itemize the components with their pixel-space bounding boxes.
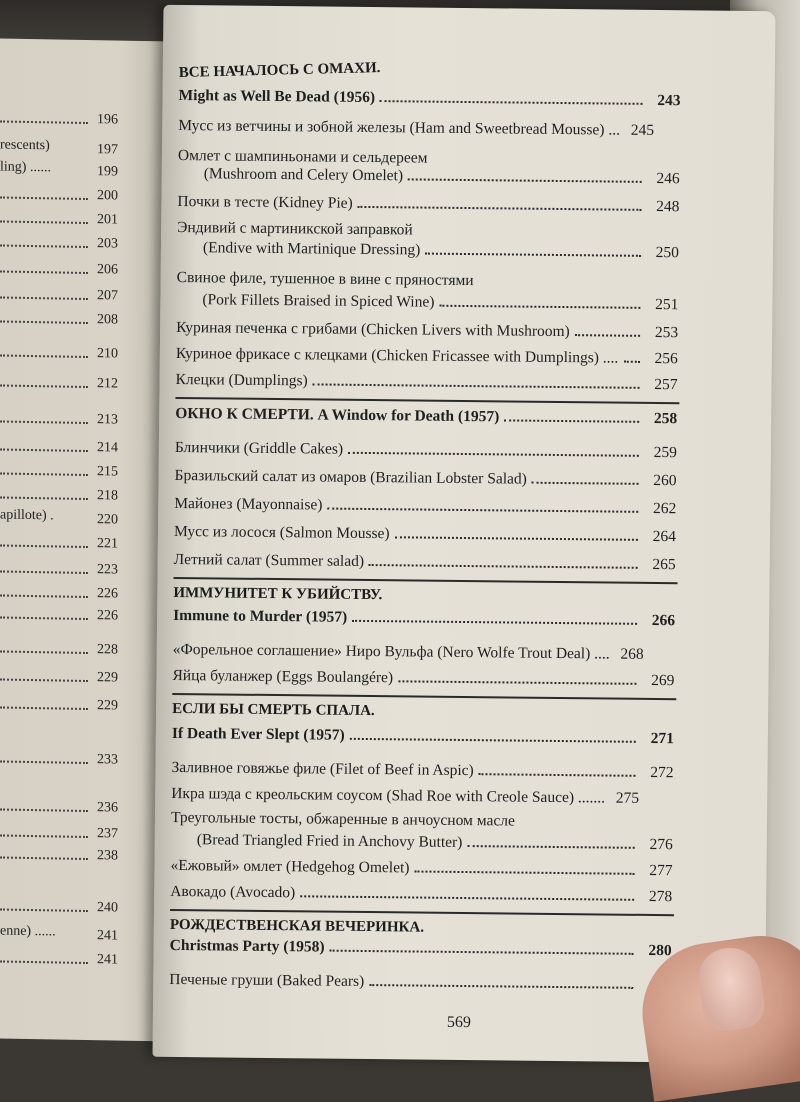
left-toc-line[interactable] bbox=[0, 508, 118, 528]
left-toc-line[interactable] bbox=[0, 484, 118, 504]
entry-page: 258 bbox=[653, 409, 678, 428]
dot-leader bbox=[0, 448, 88, 452]
entry-page: 265 bbox=[652, 555, 676, 574]
dot-leader bbox=[575, 334, 640, 337]
left-toc-line[interactable] bbox=[0, 408, 118, 428]
dot-leader bbox=[0, 908, 88, 912]
toc-entry[interactable] bbox=[172, 661, 674, 690]
dot-leader bbox=[0, 544, 88, 548]
left-toc-line[interactable] bbox=[0, 796, 118, 816]
left-toc-line[interactable] bbox=[0, 372, 118, 392]
dot-leader bbox=[313, 383, 640, 388]
dot-leader bbox=[352, 620, 637, 625]
section-divider bbox=[172, 693, 676, 700]
entry-page: 266 bbox=[651, 611, 676, 630]
left-entry-page: 207 bbox=[97, 288, 118, 304]
left-entry-page: 233 bbox=[97, 752, 118, 768]
left-entry-page: 229 bbox=[97, 698, 118, 714]
section-heading: РОЖДЕСТВЕНСКАЯ ВЕЧЕРИНКА. bbox=[169, 916, 425, 936]
left-toc-line[interactable] bbox=[0, 342, 118, 362]
toc-entry[interactable] bbox=[174, 489, 676, 518]
dot-leader bbox=[327, 508, 638, 513]
left-toc-line[interactable] bbox=[0, 138, 118, 158]
entry-page: 277 bbox=[649, 861, 673, 880]
entry-title: (Pork Fillets Braised in Spiced Wine) bbox=[202, 291, 435, 311]
toc-entry[interactable] bbox=[171, 779, 673, 808]
entry-page: 276 bbox=[649, 835, 673, 854]
left-entry-page: 241 bbox=[97, 928, 118, 944]
dot-leader bbox=[0, 706, 88, 710]
section-divider bbox=[174, 577, 678, 584]
left-entry-page: 226 bbox=[97, 586, 118, 602]
entry-page: 264 bbox=[652, 527, 677, 546]
toc-entry[interactable] bbox=[176, 313, 678, 342]
toc-entry-heading[interactable] bbox=[172, 719, 674, 748]
toc-entry[interactable] bbox=[177, 187, 679, 216]
entry-title: Might as Well Be Dead (1956) bbox=[178, 86, 376, 107]
entry-page: 248 bbox=[656, 197, 680, 216]
entry-page: 259 bbox=[653, 443, 677, 462]
entry-title: Christmas Party (1958) bbox=[169, 936, 325, 956]
dot-leader bbox=[0, 244, 88, 248]
left-entry-page: 214 bbox=[97, 440, 118, 456]
entry-title: Майонез (Mayonnaise) bbox=[174, 494, 323, 514]
dot-leader bbox=[623, 361, 640, 363]
dot-leader bbox=[479, 773, 636, 777]
entry-title: Мусс из лосося (Salmon Mousse) bbox=[173, 522, 390, 543]
dot-leader bbox=[0, 472, 88, 476]
left-toc-line[interactable] bbox=[0, 948, 118, 968]
toc-entry[interactable] bbox=[171, 753, 673, 782]
dot-leader bbox=[425, 253, 641, 257]
left-toc-line[interactable] bbox=[0, 924, 118, 944]
entry-title: Икра шэда с креольским соусом (Shad Roe with Creole Sauce) ....... bbox=[171, 784, 606, 807]
left-toc-line[interactable] bbox=[0, 232, 118, 252]
dot-leader bbox=[0, 496, 88, 500]
left-toc-line[interactable] bbox=[0, 582, 118, 602]
toc-entry-heading[interactable] bbox=[175, 399, 677, 428]
left-entry-page: 215 bbox=[97, 464, 118, 480]
entry-title: Куриная печенка с грибами (Chicken Livers with Mushroom) bbox=[176, 318, 570, 341]
dot-leader bbox=[0, 320, 88, 324]
left-entry-page: 212 bbox=[97, 376, 118, 392]
dot-leader bbox=[0, 570, 88, 574]
left-entry-page: 206 bbox=[97, 262, 118, 278]
dot-leader bbox=[0, 960, 88, 964]
left-toc-line[interactable] bbox=[0, 308, 118, 328]
dot-leader bbox=[348, 452, 639, 457]
toc-entry[interactable] bbox=[175, 433, 677, 462]
left-toc-line[interactable] bbox=[0, 844, 118, 864]
entry-page: 245 bbox=[630, 121, 655, 139]
entry-page: 278 bbox=[648, 887, 673, 906]
dot-leader bbox=[0, 808, 88, 812]
left-toc-line[interactable] bbox=[0, 638, 118, 658]
entry-title: Яйца буланжер (Eggs Boulangére) bbox=[172, 666, 394, 687]
toc-entry[interactable] bbox=[173, 635, 675, 664]
entry-page: 250 bbox=[655, 243, 680, 262]
entry-page: 268 bbox=[620, 645, 644, 663]
entry-title: If Death Ever Slept (1957) bbox=[171, 724, 345, 744]
dot-leader bbox=[414, 870, 634, 874]
left-toc-line[interactable] bbox=[0, 160, 118, 180]
dot-leader bbox=[0, 856, 88, 860]
toc-entry[interactable] bbox=[178, 111, 680, 140]
entry-page: 262 bbox=[652, 499, 677, 518]
section-heading: ВСЕ НАЧАЛОСЬ С ОМАХИ. bbox=[178, 60, 381, 81]
dot-leader bbox=[0, 120, 88, 124]
entry-page: 256 bbox=[654, 349, 678, 368]
dot-leader bbox=[0, 678, 88, 682]
left-entry-page: 223 bbox=[97, 562, 118, 578]
left-toc-line[interactable] bbox=[0, 284, 118, 304]
right-page bbox=[153, 5, 776, 1063]
left-toc-line[interactable] bbox=[0, 896, 118, 916]
left-toc-line[interactable] bbox=[0, 558, 118, 578]
dot-leader bbox=[358, 206, 642, 211]
dot-leader bbox=[0, 354, 88, 358]
left-toc-line[interactable] bbox=[0, 258, 118, 278]
left-toc-line[interactable] bbox=[0, 108, 118, 128]
entry-page: 280 bbox=[648, 941, 672, 960]
section-heading: ЕСЛИ БЫ СМЕРТЬ СПАЛА. bbox=[172, 700, 375, 720]
toc-entry-heading[interactable] bbox=[178, 81, 680, 110]
dot-leader bbox=[0, 296, 88, 300]
entry-title: Летний салат (Summer salad) bbox=[173, 550, 365, 570]
left-entry-page: 240 bbox=[97, 900, 118, 916]
entry-title: Куриное фрикасе с клецками (Chicken Fricassee with Dumplings) .... bbox=[175, 344, 619, 367]
entry-title: Immune to Murder (1957) bbox=[173, 606, 348, 626]
dot-leader bbox=[0, 650, 88, 654]
entry-title: Авокадо (Avocado) bbox=[170, 882, 296, 902]
left-toc-line[interactable] bbox=[0, 532, 118, 552]
dot-leader bbox=[532, 482, 639, 485]
left-toc-line[interactable] bbox=[0, 208, 118, 228]
left-entry-page: 220 bbox=[97, 512, 118, 528]
left-entry-page: 201 bbox=[97, 212, 118, 228]
entry-page: 260 bbox=[653, 471, 677, 490]
toc-entry[interactable] bbox=[174, 545, 676, 574]
dot-leader bbox=[380, 100, 643, 105]
toc-entry[interactable] bbox=[174, 517, 676, 546]
left-toc-line[interactable] bbox=[0, 822, 118, 842]
entry-title: Блинчики (Griddle Cakes) bbox=[174, 438, 344, 458]
dot-leader bbox=[369, 564, 638, 569]
left-entry-page: 221 bbox=[97, 536, 118, 552]
toc-entry[interactable] bbox=[176, 339, 678, 368]
dot-leader bbox=[439, 305, 640, 309]
left-entry-page: 241 bbox=[97, 952, 118, 968]
left-entry-title: ling) ...... bbox=[0, 159, 51, 176]
left-entry-title: apillote) . bbox=[0, 507, 54, 524]
toc-entry[interactable] bbox=[177, 233, 679, 262]
left-toc-line[interactable] bbox=[0, 604, 118, 624]
entry-page: 257 bbox=[654, 375, 678, 394]
left-entry-page: 237 bbox=[97, 826, 118, 842]
toc-entry[interactable] bbox=[170, 851, 672, 880]
entry-page: 246 bbox=[656, 169, 680, 188]
entry-page: 251 bbox=[655, 295, 679, 314]
entry-page: 272 bbox=[650, 763, 674, 782]
entry-title: «Ежовый» омлет (Hedgehog Omelet) bbox=[170, 856, 410, 877]
entry-title-line1: Омлет с шампиньонами и сельдереем bbox=[177, 146, 428, 167]
entry-title: (Bread Triangled Fried in Anchovy Butter) bbox=[196, 831, 463, 851]
left-toc-line[interactable] bbox=[0, 694, 118, 714]
left-entry-page: 210 bbox=[97, 346, 118, 362]
dot-leader bbox=[0, 594, 88, 598]
entry-title: Заливное говяжье филе (Filet of Beef in Aspic) bbox=[171, 758, 474, 780]
entry-page: 269 bbox=[651, 671, 675, 690]
toc-entry[interactable] bbox=[176, 285, 678, 314]
entry-page: 271 bbox=[650, 729, 674, 748]
section-heading: ИММУНИТЕТ К УБИЙСТВУ. bbox=[173, 584, 383, 604]
left-entry-title: enne) ...... bbox=[0, 923, 56, 940]
toc-entry[interactable] bbox=[178, 159, 680, 188]
toc-entry-heading[interactable] bbox=[173, 601, 675, 630]
dot-leader bbox=[0, 616, 88, 620]
dot-leader bbox=[300, 895, 634, 900]
dot-leader bbox=[0, 270, 88, 274]
dot-leader bbox=[395, 536, 638, 541]
toc-entry[interactable] bbox=[170, 877, 672, 906]
entry-title: Мусс из ветчины и зобной железы (Ham and Sweetbread Mousse) ... bbox=[178, 116, 621, 139]
entry-title: Клецки (Dumplings) bbox=[175, 370, 308, 390]
dot-leader bbox=[0, 420, 88, 424]
dot-leader bbox=[350, 738, 636, 743]
left-entry-page: 218 bbox=[97, 488, 118, 504]
left-toc-line[interactable] bbox=[0, 748, 118, 768]
page-number: 569 bbox=[446, 1013, 471, 1032]
entry-title: Почки в тесте (Kidney Pie) bbox=[177, 192, 353, 212]
entry-title: Печеные груши (Baked Pears) bbox=[169, 970, 365, 990]
section-divider bbox=[170, 909, 674, 916]
entry-title: Бразильский салат из омаров (Brazilian Lobster Salad) bbox=[174, 466, 527, 488]
dot-leader bbox=[398, 680, 636, 684]
entry-page: 275 bbox=[615, 789, 640, 807]
toc-entry[interactable] bbox=[171, 825, 673, 854]
dot-leader bbox=[369, 984, 633, 989]
entry-page: 243 bbox=[657, 92, 681, 110]
entry-title: «Форельное соглашение» Ниро Вульфа (Nero Wolfe Trout Deal) .... bbox=[172, 640, 610, 663]
entry-title: ОКНО К СМЕРТИ. A Window for Death (1957) bbox=[175, 404, 500, 426]
left-entry-page: 203 bbox=[97, 236, 118, 252]
dot-leader bbox=[0, 220, 88, 224]
entry-title: (Endive with Martinique Dressing) bbox=[202, 239, 421, 259]
left-toc-line[interactable] bbox=[0, 666, 118, 686]
toc-entry-heading[interactable] bbox=[170, 931, 672, 960]
entry-title-line1: Эндивий с мартиникской заправкой bbox=[177, 218, 413, 239]
left-entry-page: 238 bbox=[97, 848, 118, 864]
dot-leader bbox=[467, 845, 634, 849]
left-entry-page: 208 bbox=[97, 312, 118, 328]
entry-page: 253 bbox=[654, 323, 679, 342]
entry-title-line1: Треугольные тосты, обжаренные в анчоусном масле bbox=[170, 808, 515, 830]
left-entry-page: 228 bbox=[97, 642, 118, 658]
entry-title-line1: Свиное филе, тушенное в вине с пряностями bbox=[176, 268, 474, 290]
dot-leader bbox=[330, 950, 634, 955]
left-entry-title: rescents) bbox=[0, 137, 50, 154]
left-toc-line[interactable] bbox=[0, 436, 118, 456]
dot-leader bbox=[0, 196, 88, 200]
left-toc-line[interactable] bbox=[0, 460, 118, 480]
left-entry-page: 196 bbox=[97, 112, 118, 128]
left-toc-line[interactable] bbox=[0, 184, 118, 204]
entry-title: (Mushroom and Celery Omelet) bbox=[203, 165, 404, 185]
left-entry-page: 229 bbox=[97, 670, 118, 686]
dot-leader bbox=[0, 384, 88, 388]
left-entry-page: 236 bbox=[97, 800, 118, 816]
left-entry-page: 213 bbox=[97, 412, 118, 428]
left-entry-page: 197 bbox=[97, 142, 118, 158]
dot-leader bbox=[0, 760, 88, 764]
dot-leader bbox=[504, 419, 639, 422]
toc-entry[interactable] bbox=[169, 965, 671, 994]
left-entry-page: 199 bbox=[97, 164, 118, 180]
left-page bbox=[0, 38, 175, 1041]
toc-entry[interactable] bbox=[174, 461, 676, 490]
dot-leader bbox=[408, 178, 642, 182]
left-entry-page: 200 bbox=[97, 188, 118, 204]
left-entry-page: 226 bbox=[97, 608, 118, 624]
dot-leader bbox=[0, 834, 88, 838]
toc-entry[interactable] bbox=[176, 365, 678, 394]
